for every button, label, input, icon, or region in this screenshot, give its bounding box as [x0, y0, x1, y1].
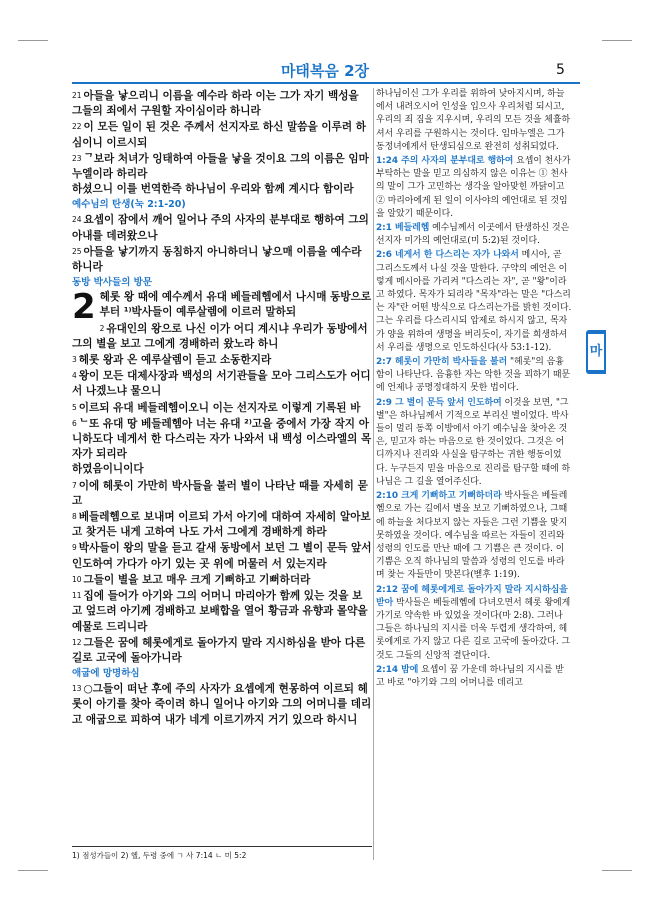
verse-2: 2 유대인의 왕으로 나신 이가 어디 계시냐 우리가 동방에서 그의 별을 보고 그에게 경배하러 왔노라 하니 — [72, 322, 368, 350]
scripture-column — [72, 88, 372, 728]
commentary-note: 2:7 헤롯이 가만히 박사들을 불러 "헤롯"의 음흉함이 나타난다. 음흉한 자는 악한 것을 꾀하기 때문에 언제나 공명정대하지 못한 법이다. — [376, 357, 571, 394]
verse-3: 3 헤롯 왕과 온 예루살렘이 듣고 소동한지라 — [72, 354, 272, 367]
verse-22: 22 이 모든 일이 된 것은 주께서 선지자로 하신 말씀을 이루려 하심이니 이르시되 — [72, 121, 367, 149]
crop-mark — [18, 870, 48, 871]
verse-7: 7 이에 헤롯이 가만히 박사들을 불러 별이 나타난 때를 자세히 묻고 — [72, 479, 368, 507]
footnote: 1) 점성가들이 2) 헬, 두령 중에 ㄱ 사 7:14 ㄴ 미 5:2 — [72, 846, 372, 861]
section-heading: 애굽에 망명하심 — [72, 668, 140, 680]
verse-5: 5 이르되 유대 베들레헴이오니 이는 선지자로 이렇게 기록된 바 — [72, 401, 361, 414]
verse-9: 9 박사들이 왕의 말을 듣고 갈새 동방에서 보던 그 별이 문득 앞서 인도하여 가다가 아기 있는 곳 위에 머물러 서 있는지라 — [72, 542, 372, 570]
commentary-note: 하나님이신 그가 우리를 위하여 낮아지시며, 하늘에서 내려오시어 인성을 입으사 우리처럼 되시고, 우리의 죄 짐을 지우시며, 우리의 모든 것을 체휼하셔서 우리를 구원하시는 것이다. 임마누엘은 그가 동정녀에게서 탄생되심으로 완전히 성취되었다. — [376, 89, 571, 152]
commentary-note: 2:14 밤에 요셉이 꿈 가운데 하나님의 지시를 받고 바로 "아기와 그의 어머니를 데리고 — [376, 664, 564, 688]
verse-23-cont: 하셨으니 이를 번역한즉 하나님이 우리와 함께 계시다 함이라 — [72, 183, 354, 196]
verse-23: 23 ᄀ보라 처녀가 잉태하여 아들을 낳을 것이요 그의 이름은 임마누엘이라 하리라 — [72, 152, 369, 181]
verse-24: 24 요셉이 잠에서 깨어 일어나 주의 사자의 분부대로 행하여 그의 아내를 데려왔으나 — [72, 214, 369, 242]
page-number: 5 — [556, 62, 565, 78]
verse-10: 10 그들이 별을 보고 매우 크게 기뻐하고 기뻐하더라 — [72, 573, 311, 586]
verse-1: 2 헤롯 왕 때에 예수께서 유대 베들레헴에서 나시매 동방으로부터 ¹⁾박사들이 예루살렘에 이르러 말하되 — [72, 287, 372, 328]
section-heading: 동방 박사들의 방문 — [72, 277, 153, 289]
header-rule — [72, 82, 580, 84]
commentary-note: 2:10 크게 기뻐하고 기뻐하더라 박사들은 베들레헴으로 가는 길에서 별을 보고 기뻐하였으나, 그때에 하늘을 처다보지 않는 자들은 그런 기쁨을 맞지 못하였을 것이다. 예수님을 따르는 자들이 진리와 성령의 인도를 만난 때에 그 기쁨은 큰 것이다. 이 기쁨은 오직 하나님의 말씀과 성령의 인도를 바라며 찾는 자들만이 맛본다(벧후 1:19). — [376, 491, 568, 581]
column-divider — [373, 88, 374, 860]
verse-13: 13 ○그들이 떠난 후에 주의 사자가 요셉에게 현몽하여 이르되 헤롯이 아기를 찾아 죽이려 하니 일어나 아기와 그의 어머니를 데리고 애굽으로 피하여 내가 네게 이르기까지 거기 있으라 하시니 — [72, 683, 372, 726]
commentary-note: 2:9 그 별이 문득 앞서 인도하여 이것을 보면, "그 별"은 하나님께서 기적으로 부리신 별이었다. 박사들이 멀리 동쪽 이방에서 아기 예수님을 찾아온 것은, 믿고자 하는 마음으로 한 것이었다. 그것은 어디까지나 진리와 사실을 탐구하는 귀한 행동이었다. 누구든지 믿을 마음으로 진리를 탐구할 때에 하나님은 그 길을 열어주신다. — [376, 397, 571, 487]
commentary-note: 2:6 네게서 한 다스리는 자가 나와서 메시아, 곧 그리스도께서 나실 것을 말한다. 구약의 예언은 이렇게 메시아를 가리켜 "다스리는 자", 곧 "왕"이라고 하였다. 목자가 되리라 "목자"라는 말은 "다스리는 자"란 어떤 방식으로 다스리는가를 밝힌 것이다. 그는 우리를 다스리시되 압제로 하시지 않고, 목자가 양을 위하여 생명을 버리듯이, 자기를 희생하셔서 우리를 생명으로 인도하신다(사 53:1-12). — [376, 250, 572, 353]
crop-mark — [602, 870, 632, 871]
commentary-column — [376, 88, 572, 691]
crop-mark — [18, 40, 48, 41]
verse-6: 6 ᄂ또 유대 땅 베들레헴아 너는 유대 ²⁾고을 중에서 가장 작지 아니하도다 네게서 한 다스리는 자가 나와서 내 백성 이스라엘의 목자가 되리라 — [72, 417, 372, 461]
commentary-note: 1:24 주의 사자의 분부대로 행하여 요셉이 천사가 부탁하는 말을 믿고 의심하지 않은 이유는 ① 천사의 말이 그가 고민하는 생각을 알아맞힌 까닭이고 ② 마리아에게 된 일이 이사야의 예언대로 된 것임을 알았기 때문이다. — [376, 156, 571, 219]
verse-6-cont: 하였음이니이다 — [72, 463, 144, 476]
chapter-number: 2 — [72, 287, 96, 328]
verse-11: 11 집에 들어가 아기와 그의 어머니 마리아가 함께 있는 것을 보고 엎드려 아기께 경배하고 보배합을 열어 황금과 유향과 몰약을 예물로 드리니라 — [72, 590, 368, 633]
verse-12: 12 그들은 꿈에 헤롯에게로 돌아가지 말라 지시하심을 받아 다른 길로 고국에 돌아가니라 — [72, 636, 366, 664]
section-heading: 예수님의 탄생(눅 2:1-20) — [72, 199, 186, 211]
verse-21: 21 아들을 낳으리니 이름을 예수라 하라 이는 그가 자기 백성을 그들의 죄에서 구원할 자이심이라 하니라 — [72, 90, 359, 118]
commentary-note: 2:1 베들레헴 예수님께서 이곳에서 탄생하신 것은 선지자 미가의 예언대로(미 5:2)된 것이다. — [376, 223, 570, 247]
verse-25: 25 아들을 낳기까지 동침하지 아니하더니 낳으매 이름을 예수라 하니라 — [72, 245, 362, 274]
page-title: 마태복음 2장 — [280, 62, 370, 80]
commentary-note: 2:12 꿈에 헤롯에게로 돌아가지 말라 지시하심을 받아 박사들은 베들레헴에 다녀오면서 헤롯 왕에게 가기로 약속한 바 있었을 것이다(마 2:8). 그러나 그들은 하나님의 지시를 더욱 두렵게 생각하여, 헤롯에게로 가지 않고 다른 길로 고국에 돌아갔다. 그것도 그들의 신앙적 결단이다. — [376, 584, 571, 661]
verse-4: 4 왕이 모든 대제사장과 백성의 서기관들을 모아 그리스도가 어디서 나겠느냐 물으니 — [72, 370, 371, 398]
crop-mark — [602, 40, 632, 41]
book-tab-label: 마 — [588, 334, 604, 370]
verse-8: 8 베들레헴으로 보내며 이르되 가서 아기에 대하여 자세히 알아보고 찾거든 내게 고하여 나도 가서 그에게 경배하게 하라 — [72, 511, 371, 539]
